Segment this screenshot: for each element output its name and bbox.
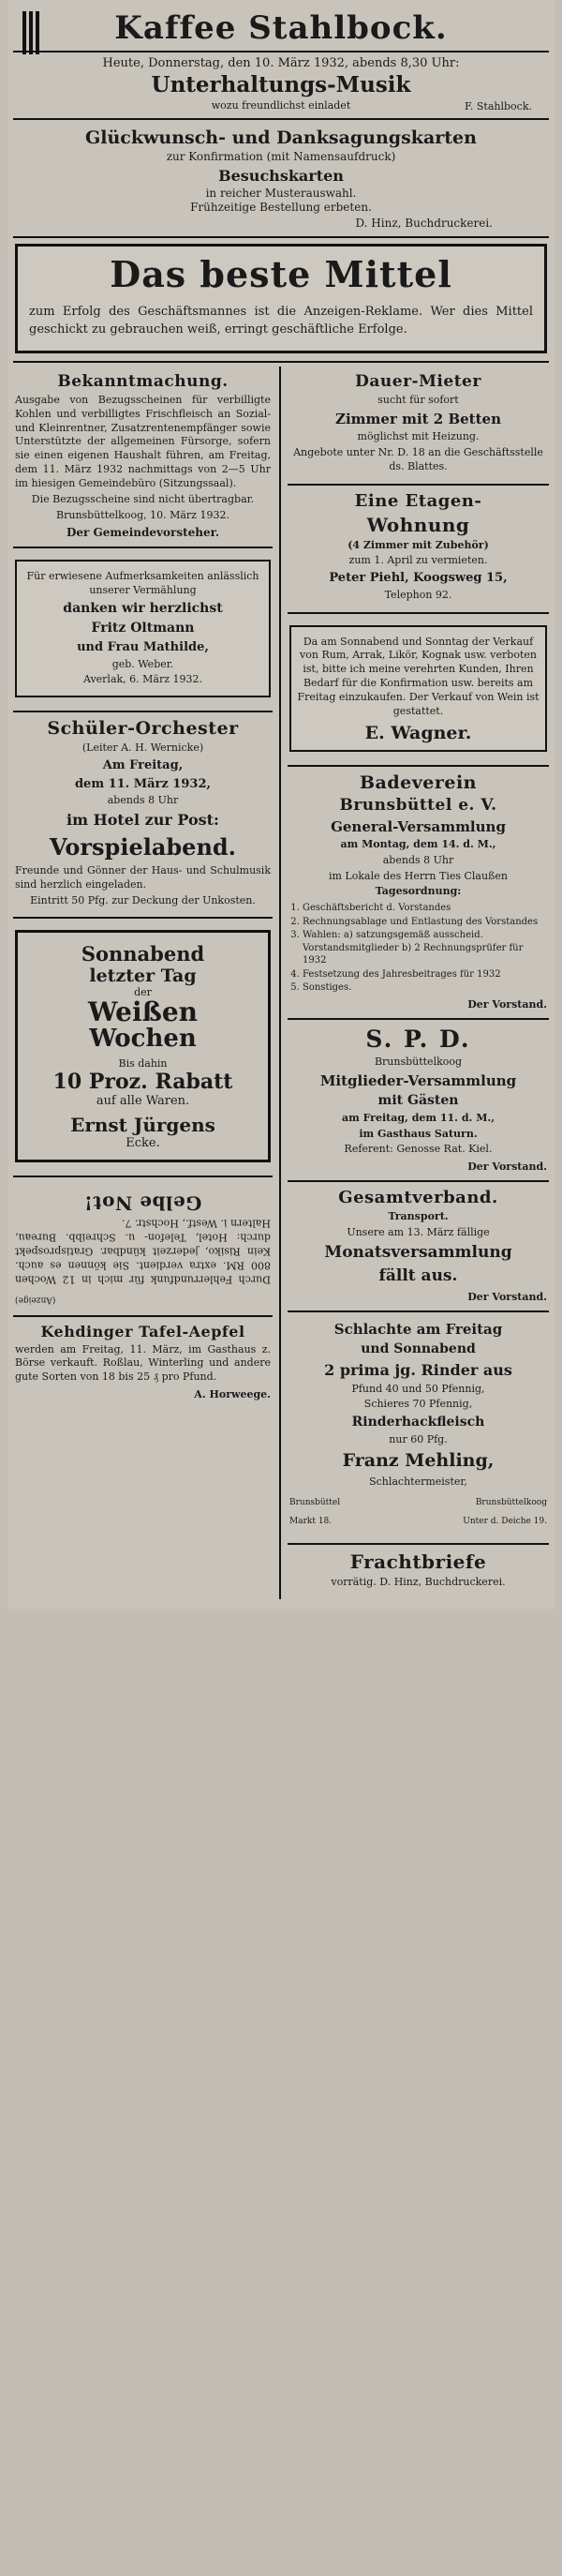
club-name-1: Badeverein bbox=[359, 771, 477, 793]
thanks-line-1: Für erwiesene Aufmerksamkeiten anlässlich unserer Vermählung bbox=[26, 570, 259, 597]
union-cancelled: fällt aus. bbox=[378, 1266, 458, 1285]
tenant-contact: Angebote unter Nr. D. 18 an die Geschäftsstelle ds. Blattes. bbox=[293, 445, 543, 472]
thanks-line-2: danken wir herzlichst bbox=[63, 601, 223, 617]
butcher-address-numbers bbox=[289, 1517, 547, 1527]
thanks-name-3: geb. Weber. bbox=[111, 657, 174, 670]
orchestra-title: Schüler-Orchester bbox=[47, 718, 239, 740]
flat-rooms: (4 Zimmer mit Zubehör) bbox=[348, 538, 489, 551]
divider bbox=[13, 361, 549, 363]
self-promo-ad bbox=[15, 244, 547, 353]
wagner-body: Da am Sonnabend und Sonntag der Verkauf von Rum, Arrak, Likör, Kognak usw. verboten ist, bitte ich meine verehrten Kunden, Ihren Bedarf für die Konfirmation usw. bereits am Freitag einzukaufen. Der Verkauf von Wein ist gestattet. bbox=[297, 635, 540, 717]
sale-line-4: Weißen bbox=[87, 996, 199, 1028]
club-meeting-title: General-Versammlung bbox=[331, 817, 506, 835]
right-column bbox=[281, 367, 549, 1599]
masthead-title: Kaffee Stahlbock. bbox=[114, 9, 448, 47]
masthead-invite: wozu freundlichst einladet bbox=[211, 99, 351, 112]
spd-title: S. P. D. bbox=[365, 1025, 471, 1053]
butcher-line-2: und Sonnabend bbox=[361, 1341, 476, 1357]
ad-schueler-orchester bbox=[13, 712, 273, 919]
apples-body: werden am Freitag, 11. März, im Gasthaus z. Börse verkauft. Roßlau, Winterling und andere gute Sorten von 18 bis 25 ₰ pro Pfund. bbox=[15, 1342, 271, 1384]
thanks-name-2: und Frau Mathilde, bbox=[77, 639, 209, 654]
flat-availability: zum 1. April zu vermieten. bbox=[348, 554, 488, 567]
agenda-item: 4. Festsetzung des Jahresbeitrages für 1932 bbox=[303, 968, 547, 981]
butcher-address-4: Unter d. Deiche 19. bbox=[463, 1516, 547, 1526]
ad-wagner bbox=[289, 625, 547, 752]
orchestra-line-1: Am Freitag, bbox=[102, 758, 184, 773]
printshop-headline: Glückwunsch- und Danksagungskarten bbox=[85, 127, 477, 148]
flat-title-2: Wohnung bbox=[366, 513, 470, 536]
masthead-signature: F. Stahlbock. bbox=[464, 100, 532, 112]
printshop-headline-2: Besuchskarten bbox=[218, 167, 344, 185]
sale-merchant: Ernst Jürgens bbox=[70, 1114, 215, 1137]
ad-body: Ausgabe von Bezugsscheinen für verbilligte Kohlen und verbilligtes Frischfleisch an Sozial- und Kleinrentner, Zusatzrentenempfänger sowie Unterstützte der allgemeinen Fürsorge, sofern sie einen eigenen Haushalt führen, am Freitag, dem 11. März 1932 nachmittags von 2—5 Uhr im hiesigen Gemeindebüro (Sitzungssaal). bbox=[15, 393, 271, 489]
orchestra-entry: Eintritt 50 Pfg. zur Deckung der Unkosten. bbox=[30, 893, 256, 906]
ad-gesamtverband bbox=[288, 1182, 549, 1312]
agenda-item: 3. Wahlen: a) satzungsgemäß ausscheid. Vorstandsmitglieder b) 2 Rechnungsprüfer für 1932 bbox=[303, 929, 547, 967]
freight-title: Frachtbriefe bbox=[349, 1550, 487, 1573]
wagner-signature: E. Wagner. bbox=[364, 722, 472, 743]
union-line-1: Unsere am 13. März fällige bbox=[347, 1226, 490, 1239]
tenant-sub: sucht für sofort bbox=[377, 393, 459, 406]
left-column bbox=[13, 367, 281, 1599]
union-title: Gesamtverband. bbox=[338, 1188, 498, 1208]
ad-dauermieter bbox=[288, 367, 549, 486]
ad-danksagung bbox=[15, 560, 271, 697]
sale-line-6: Bis dahin bbox=[118, 1057, 168, 1071]
club-meeting-venue: im Lokale des Herrn Ties Claußen bbox=[328, 869, 509, 882]
butcher-address-1: Brunsbüttel bbox=[289, 1497, 341, 1507]
printshop-signature: D. Hinz, Buchdruckerei. bbox=[355, 217, 493, 230]
self-promo-body: zum Erfolg des Geschäftsmannes ist die Anzeigen-Reklame. Wer dies Mittel geschickt zu gebrauchen weiß, erringt geschäftliche Erfolge. bbox=[29, 304, 533, 337]
ad-sonnabend bbox=[15, 930, 271, 1162]
orchestra-line-3: abends 8 Uhr bbox=[107, 794, 179, 807]
butcher-price-3: nur 60 Pfg. bbox=[389, 1433, 448, 1446]
upside-down-ad bbox=[15, 1191, 271, 1304]
ad-sonnabend-wrapper bbox=[13, 919, 273, 1177]
butcher-price-1: Pfund 40 und 50 Pfennig, bbox=[351, 1382, 485, 1395]
thanks-name-1: Fritz Oltmann bbox=[91, 621, 195, 637]
ad-bekanntmachung bbox=[13, 367, 273, 549]
ad-spd bbox=[288, 1020, 549, 1183]
club-name-2: Brunsbüttel e. V. bbox=[339, 795, 497, 815]
spd-venue: im Gasthaus Saturn. bbox=[359, 1127, 478, 1140]
tenant-title: Dauer-Mieter bbox=[355, 371, 481, 391]
masthead bbox=[13, 4, 549, 114]
tenant-heating: möglichst mit Heizung. bbox=[357, 429, 480, 442]
apples-signature: A. Horweege. bbox=[194, 1388, 271, 1401]
butcher-job: Schlachtermeister, bbox=[369, 1475, 467, 1488]
butcher-name: Franz Mehling, bbox=[342, 1450, 495, 1472]
spd-date: am Freitag, dem 11. d. M., bbox=[341, 1111, 495, 1124]
printshop-sub-3: Frühzeitige Bestellung erbeten. bbox=[190, 201, 372, 214]
newspaper-sheet bbox=[7, 0, 555, 1609]
ad-title: Bekanntmachung. bbox=[57, 371, 229, 391]
club-agenda-title: Tagesordnung: bbox=[375, 885, 462, 898]
ad-signature: Der Gemeindevorsteher. bbox=[66, 526, 220, 540]
divider bbox=[13, 118, 549, 120]
ad-wagner-wrapper bbox=[288, 614, 549, 767]
ad-etagenwohnung bbox=[288, 486, 549, 614]
ad-gelbe-not bbox=[13, 1177, 273, 1316]
sale-line-1: Sonnabend bbox=[81, 942, 205, 966]
ad-place: Brunsbüttelkoog, 10. März 1932. bbox=[56, 508, 229, 521]
sale-line-3: der bbox=[134, 986, 152, 999]
masthead-subtitle: Heute, Donnerstag, den 10. März 1932, abends 8,30 Uhr: bbox=[102, 56, 460, 70]
printshop-ad bbox=[13, 124, 549, 232]
apples-title: Kehdinger Tafel-Aepfel bbox=[40, 1322, 245, 1340]
spd-meeting-title: Mitglieder-Versammlung bbox=[319, 1071, 517, 1089]
spd-locality: Brunsbüttelkoog bbox=[374, 1055, 463, 1068]
agenda-item: 1. Geschäftsbericht d. Vorstandes bbox=[303, 902, 547, 915]
flat-title-1: Eine Etagen- bbox=[354, 490, 482, 511]
masthead-event: Unterhaltungs-Musik bbox=[151, 72, 411, 97]
orchestra-line-2: dem 11. März 1932, bbox=[74, 776, 212, 791]
club-agenda-list bbox=[303, 902, 547, 995]
freight-body: vorrätig. D. Hinz, Buchdruckerei. bbox=[331, 1576, 506, 1588]
ad-danksagung-wrapper bbox=[13, 548, 273, 712]
agenda-item: 2. Rechnungsablage und Entlastung des Vorstandes bbox=[303, 916, 547, 929]
ad-note: Die Bezugsscheine sind nicht übertragbar. bbox=[31, 492, 255, 505]
ad-schlachte bbox=[288, 1312, 549, 1545]
spd-speaker: Referent: Genosse Rat. Kiel. bbox=[344, 1143, 493, 1156]
butcher-product: Rinderhackfleisch bbox=[351, 1415, 485, 1430]
divider bbox=[13, 236, 549, 238]
classifieds-columns bbox=[13, 367, 549, 1599]
sale-line-2: letzter Tag bbox=[89, 966, 197, 987]
ad-frachtbriefe bbox=[288, 1545, 549, 1599]
printshop-sub: zur Konfirmation (mit Namensaufdruck) bbox=[166, 150, 396, 163]
butcher-address-3: Markt 18. bbox=[289, 1516, 333, 1526]
union-section: Transport. bbox=[388, 1210, 449, 1223]
orchestra-invite: Freunde und Gönner der Haus- und Schulmusik sind herzlich eingeladen. bbox=[15, 863, 271, 891]
ad-badeverein bbox=[288, 767, 549, 1020]
club-meeting-date: am Montag, dem 14. d. M., bbox=[340, 837, 496, 850]
orchestra-venue: im Hotel zur Post: bbox=[67, 810, 219, 829]
union-meeting: Monatsversammlung bbox=[324, 1242, 512, 1262]
flat-phone: Telephon 92. bbox=[384, 588, 452, 601]
self-promo-headline: Das beste Mittel bbox=[110, 253, 452, 295]
agenda-item: 5. Sonstiges. bbox=[303, 981, 547, 995]
club-signature: Der Vorstand. bbox=[467, 997, 547, 1011]
orchestra-event: Vorspielabend. bbox=[49, 832, 237, 861]
sale-scope: auf alle Waren. bbox=[96, 1094, 190, 1109]
spd-signature: Der Vorstand. bbox=[467, 1161, 547, 1174]
orchestra-conductor: (Leiter A. H. Wernicke) bbox=[81, 741, 204, 755]
ad-tafel-aepfel bbox=[13, 1317, 273, 1409]
butcher-line-3: 2 prima jg. Rinder aus bbox=[324, 1361, 512, 1379]
sale-line-5: Wochen bbox=[89, 1024, 197, 1053]
butcher-addresses bbox=[289, 1498, 547, 1508]
gelbe-body: Durch Fehlerrundfunk für mich in 12 Wochen 800 RM. extra verdient. Sie können es auch. Kein Risiko, jederzeit kündbar. Gratisprospekt durch: Hotel, Telefon- u. Schreibb. Bureau, Haltern i. Westf., Hochstr. 7. bbox=[15, 1218, 271, 1286]
butcher-line-1: Schlachte am Freitag bbox=[333, 1320, 503, 1338]
butcher-price-2: Schieres 70 Pfennig, bbox=[363, 1398, 473, 1411]
tenant-request: Zimmer mit 2 Betten bbox=[335, 410, 501, 427]
thanks-place: Averlak, 6. März 1932. bbox=[82, 673, 203, 686]
flat-contact: Peter Piehl, Koogsweg 15, bbox=[329, 571, 508, 586]
sale-discount: 10 Proz. Rabatt bbox=[52, 1070, 233, 1095]
printshop-sub-2: in reicher Musterauswahl. bbox=[205, 187, 357, 200]
gelbe-headline: Gelbe Not! bbox=[83, 1191, 202, 1215]
gelbe-corner: (Anzeige) bbox=[15, 1295, 56, 1305]
club-meeting-time: abends 8 Uhr bbox=[382, 853, 454, 866]
sale-location: Ecke. bbox=[126, 1136, 160, 1151]
butcher-address-2: Brunsbüttelkoog bbox=[475, 1497, 547, 1507]
union-signature: Der Vorstand. bbox=[467, 1290, 547, 1303]
decorative-bars-icon bbox=[22, 11, 43, 54]
divider bbox=[13, 51, 549, 52]
spd-guests: mit Gästen bbox=[377, 1092, 459, 1108]
